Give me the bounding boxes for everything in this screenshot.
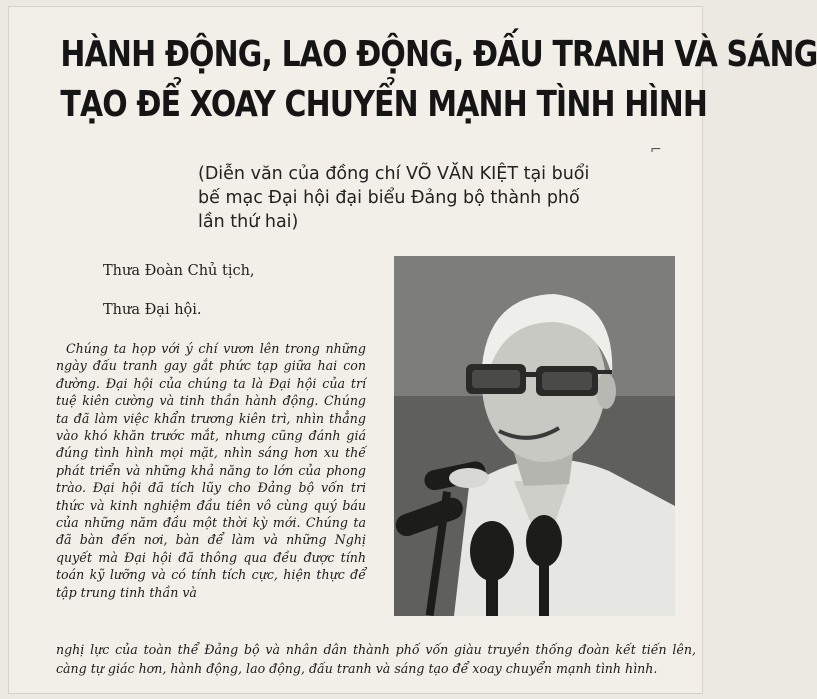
- body-paragraph: [56, 340, 366, 601]
- ink-mark: ⌐: [650, 142, 662, 158]
- body-paragraph-text: Chúng ta họp với ý chí vươn lên trong những ngày đấu tranh gay gắt phức tạp giữa hai con đường. Đại hội của chúng ta là Đại hội của trí tuệ kiên cường và tinh thần hành động. Chúng ta đã làm việc khẩn trương kiên trì, nhìn thẳng vào khó khăn trước mắt, nhưng cũng đánh giá đúng tình hình mọi mặt, nhìn sáng hơn xu thế phát triển và những khả năng to lớn của phong trào. Đại hội đã tích lũy cho Đảng bộ vốn tri thức và kinh nghiệm đầu tiên vô cùng quý báu của những năm đầu một thời kỳ mới. Chúng ta đã bàn đến nơi, bàn để làm và những Nghị quyết mà Đại hội đã thông qua đều được tính toán kỹ lưỡng và có tính tích cực, hiện thực để tập trung tinh thần và: [56, 341, 366, 600]
- salutation-1: Thưa Đoàn Chủ tịch,: [103, 263, 255, 279]
- headline-line-2: TẠO ĐỂ XOAY CHUYỂN MẠNH TÌNH HÌNH: [60, 84, 708, 125]
- headline: [60, 30, 817, 130]
- subtitle-line-1: (Diễn văn của đồng chí VÕ VĂN KIỆT tại buổi: [198, 164, 590, 184]
- subtitle-line-3: lần thứ hai): [198, 212, 299, 232]
- subtitle: [198, 162, 668, 234]
- body-continuation: nghị lực của toàn thể Đảng bộ và nhân dân thành phố vốn giàu truyền thống đoàn kết tiến lên, càng tự giác hơn, hành động, lao động, đấu tranh và sáng tạo để xoay chuyển mạnh tình hình.: [56, 642, 696, 676]
- subtitle-line-2: bế mạc Đại hội đại biểu Đảng bộ thành phố: [198, 188, 580, 208]
- headline-line-1: HÀNH ĐỘNG, LAO ĐỘNG, ĐẤU TRANH VÀ SÁNG: [60, 34, 817, 75]
- salutation-2: Thưa Đại hội.: [103, 302, 202, 318]
- speaker-photo-illustration: [394, 256, 675, 616]
- speaker-photo: [394, 256, 675, 616]
